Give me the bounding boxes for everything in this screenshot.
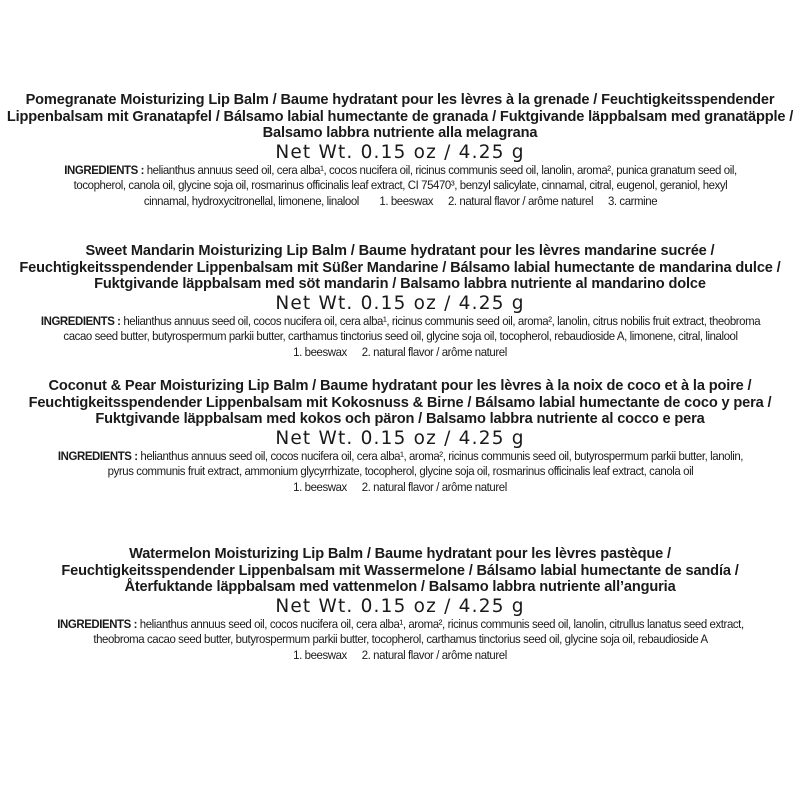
title-line: Lippenbalsam mit Granatapfel / Bálsamo labial humectante de granada / Fuktgivande läppbalsam med granatäpple / — [6, 108, 794, 125]
net-weight: Net Wt. 0.15 oz / 4.25 g — [275, 292, 525, 314]
footnote: 1. beeswax — [293, 647, 347, 662]
ingredients-label: INGREDIENTS : — [56, 616, 137, 631]
product-block-pomegranate — [0, 92, 800, 209]
title-line: Pomegranate Moisturizing Lip Balm / Baume hydratant pour les lèvres à la grenade / Feuchtigkeitsspendender — [25, 92, 775, 108]
ingredients — [35, 163, 765, 210]
ingredients-line: theobroma cacao seed butter, butyrospermum parkii butter, tocopherol, carthamus tinctorius seed oil, glycine soja oil, rebaudioside A — [92, 632, 708, 646]
title-line: Balsamo labbra nutriente alla melagrana — [262, 125, 538, 141]
ingredients-line: pyrus communis fruit extract, ammonium glycyrrhizate, tocopherol, glycine soja oil, rosmarinus officinalis leaf extract, canola oil — [107, 464, 693, 478]
footnotes — [28, 345, 772, 361]
ingredients-line: tocopherol, canola oil, glycine soja oil, rosmarinus officinalis leaf extract, CI 75470³, benzyl salicylate, cinnamal, citral, eugenol, geraniol, hexyl — [73, 178, 727, 192]
ingredients-label: INGREDIENTS : — [40, 313, 121, 328]
footnote: 1. beeswax — [293, 344, 347, 359]
footnote: 2. natural flavor / arôme naturel — [361, 479, 507, 494]
product-title — [5, 92, 795, 142]
footnote: 2. natural flavor / arôme naturel — [447, 193, 593, 208]
product-block-coconut-pear — [0, 378, 800, 495]
ingredients — [35, 617, 765, 648]
ingredients-label: INGREDIENTS : — [57, 448, 138, 463]
ingredients-line: helianthus annuus seed oil, cocos nucifera oil, cera alba¹, aroma², ricinus communis seed oil, lanolin, citrullus lanatus seed extract, — [136, 616, 744, 631]
net-weight: Net Wt. 0.15 oz / 4.25 g — [275, 141, 525, 163]
title-line: Återfuktande läppbalsam med vattenmelon / Balsamo labbra nutriente all’anguria — [124, 579, 676, 595]
ingredients — [35, 314, 765, 345]
net-weight: Net Wt. 0.15 oz / 4.25 g — [275, 427, 525, 449]
title-line: Fuktgivande läppbalsam med söt mandarin / Balsamo labbra nutriente al mandarino dolce — [94, 276, 706, 292]
footnotes — [28, 480, 772, 496]
footnote: 2. natural flavor / arôme naturel — [361, 344, 507, 359]
net-weight: Net Wt. 0.15 oz / 4.25 g — [275, 595, 525, 617]
title-line: Coconut & Pear Moisturizing Lip Balm / Baume hydratant pour les lèvres à la noix de coco et à la poire / — [48, 378, 752, 394]
footnote: 1. beeswax — [378, 193, 433, 208]
ingredients-line: cinnamal, hydroxycitronellal, limonene, linalool — [143, 193, 359, 208]
title-line: Sweet Mandarin Moisturizing Lip Balm / Baume hydratant pour les lèvres mandarine sucrée / — [85, 243, 715, 259]
title-line: Feuchtigkeitsspendender Lippenbalsam mit Süßer Mandarine / Bálsamo labial humectante de mandarina dulce / — [19, 259, 781, 276]
ingredients-line: helianthus annuus seed oil, cera alba¹, cocos nucifera oil, ricinus communis seed oil, lanolin, aroma², punica granatum seed oil, — [143, 162, 737, 177]
ingredients-line: helianthus annuus seed oil, cocos nucifera oil, cera alba¹, aroma², ricinus communis seed oil, butyrospermum parkii butter, lanolin, — [137, 448, 743, 463]
ingredients — [35, 449, 765, 480]
product-title — [5, 546, 795, 596]
product-block-watermelon — [0, 546, 800, 663]
ingredients-line: cacao seed butter, butyrospermum parkii butter, carthamus tinctorius seed oil, glycine soja oil, tocopherol, rebaudioside A, limonene, citral, linalool — [62, 329, 738, 343]
title-line: Feuchtigkeitsspendender Lippenbalsam mit Kokosnuss & Birne / Bálsamo labial humectante de coco y pera / — [28, 394, 772, 411]
footnote: 3. carmine — [607, 193, 657, 208]
product-block-sweet-mandarin — [0, 243, 800, 360]
title-line: Watermelon Moisturizing Lip Balm / Baume hydratant pour les lèvres pastèque / — [129, 546, 671, 562]
product-title — [5, 378, 795, 428]
footnote: 1. beeswax — [293, 479, 347, 494]
title-line: Fuktgivande läppbalsam med kokos och päron / Balsamo labbra nutriente al cocco e pera — [95, 411, 705, 427]
product-title — [5, 243, 795, 293]
ingredients-line: helianthus annuus seed oil, cocos nucifera oil, cera alba¹, ricinus communis seed oil, aroma², lanolin, citrus nobilis fruit extract, theobroma — [120, 313, 760, 328]
footnote: 2. natural flavor / arôme naturel — [361, 647, 507, 662]
title-line: Feuchtigkeitsspendender Lippenbalsam mit Wassermelone / Bálsamo labial humectante de sandía / — [61, 562, 739, 579]
ingredients-line-with-footnotes — [35, 194, 765, 210]
ingredients-label: INGREDIENTS : — [63, 162, 144, 177]
footnotes — [28, 648, 772, 664]
